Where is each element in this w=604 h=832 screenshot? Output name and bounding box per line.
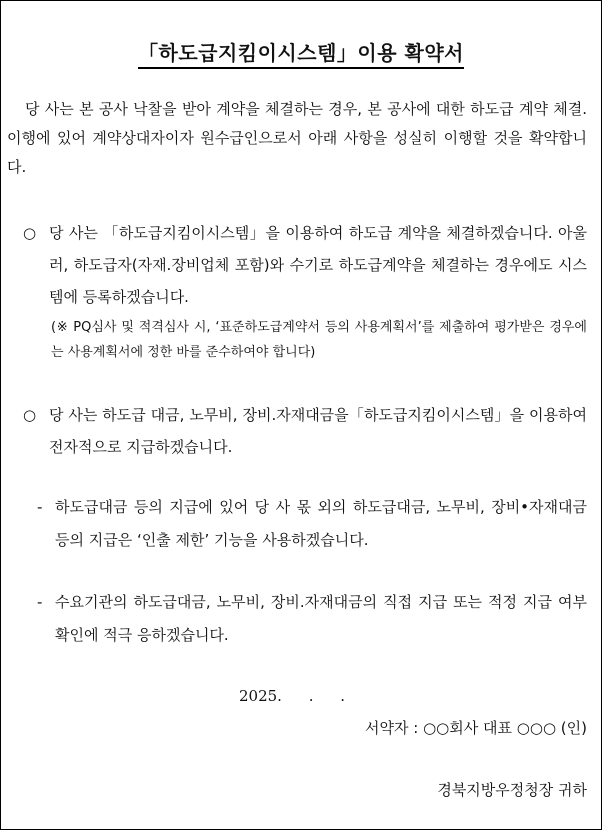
dash-bullet-icon: - — [37, 593, 43, 611]
signing-date: 2025. . . — [239, 687, 346, 705]
signer-line: 서약자 : ○○회사 대표 ○○○ (인) — [365, 719, 587, 737]
pledge-item-2 — [23, 399, 587, 463]
document-title — [1, 37, 601, 66]
circle-bullet-icon: ○ — [23, 224, 37, 242]
addressee-line: 경북지방우정청장 귀하 — [437, 781, 587, 799]
pledge-item-1 — [23, 217, 587, 313]
intro-paragraph: 당 사는 본 공사 낙찰을 받아 계약을 체결하는 경우, 본 공사에 대한 하도급 계약 체결.이행에 있어 계약상대자이자 원수급인으로서 아래 사항을 성실히 이행할 것을 확약합니다. — [7, 100, 587, 176]
sub-item-1-text: 하도급대금 등의 지급에 있어 당 사 몫 외의 하도급대금, 노무비, 장비•자재대금 등의 지급은 ‘인출 제한’ 기능을 사용하겠습니다. — [55, 498, 587, 549]
pledge-item-1-text: 당 사는 「하도급지킴이시스템」을 이용하여 하도급 계약을 체결하겠습니다. 아울러, 하도급자(자재.장비업체 포함)와 수기로 하도급계약을 체결하는 경우에도 시스템에 등록하겠습니다. — [49, 224, 587, 306]
dash-bullet-icon: - — [37, 498, 43, 516]
pledge-item-2-text: 당 사는 하도급 대금, 노무비, 장비.자재대금을「하도급지킴이시스템」을 이용하여 전자적으로 지급하겠습니다. — [49, 406, 587, 456]
pledge-item-1-note: (※ PQ심사 및 적격심사 시, ‘표준하도급계약서 등의 사용계획서’를 제출하여 평가받은 경우에는 사용계획서에 정한 바를 준수하여야 합니다) — [51, 320, 587, 360]
sub-item-2 — [37, 586, 587, 652]
circle-bullet-icon: ○ — [23, 406, 37, 424]
document-title-text: 「하도급지킴이시스템」이용 확약서 — [138, 41, 464, 69]
sub-item-1 — [37, 491, 587, 557]
sub-item-2-text: 수요기관의 하도급대금, 노무비, 장비.자재대금의 직접 지급 또는 적정 지급 여부 확인에 적극 응하겠습니다. — [55, 593, 587, 644]
